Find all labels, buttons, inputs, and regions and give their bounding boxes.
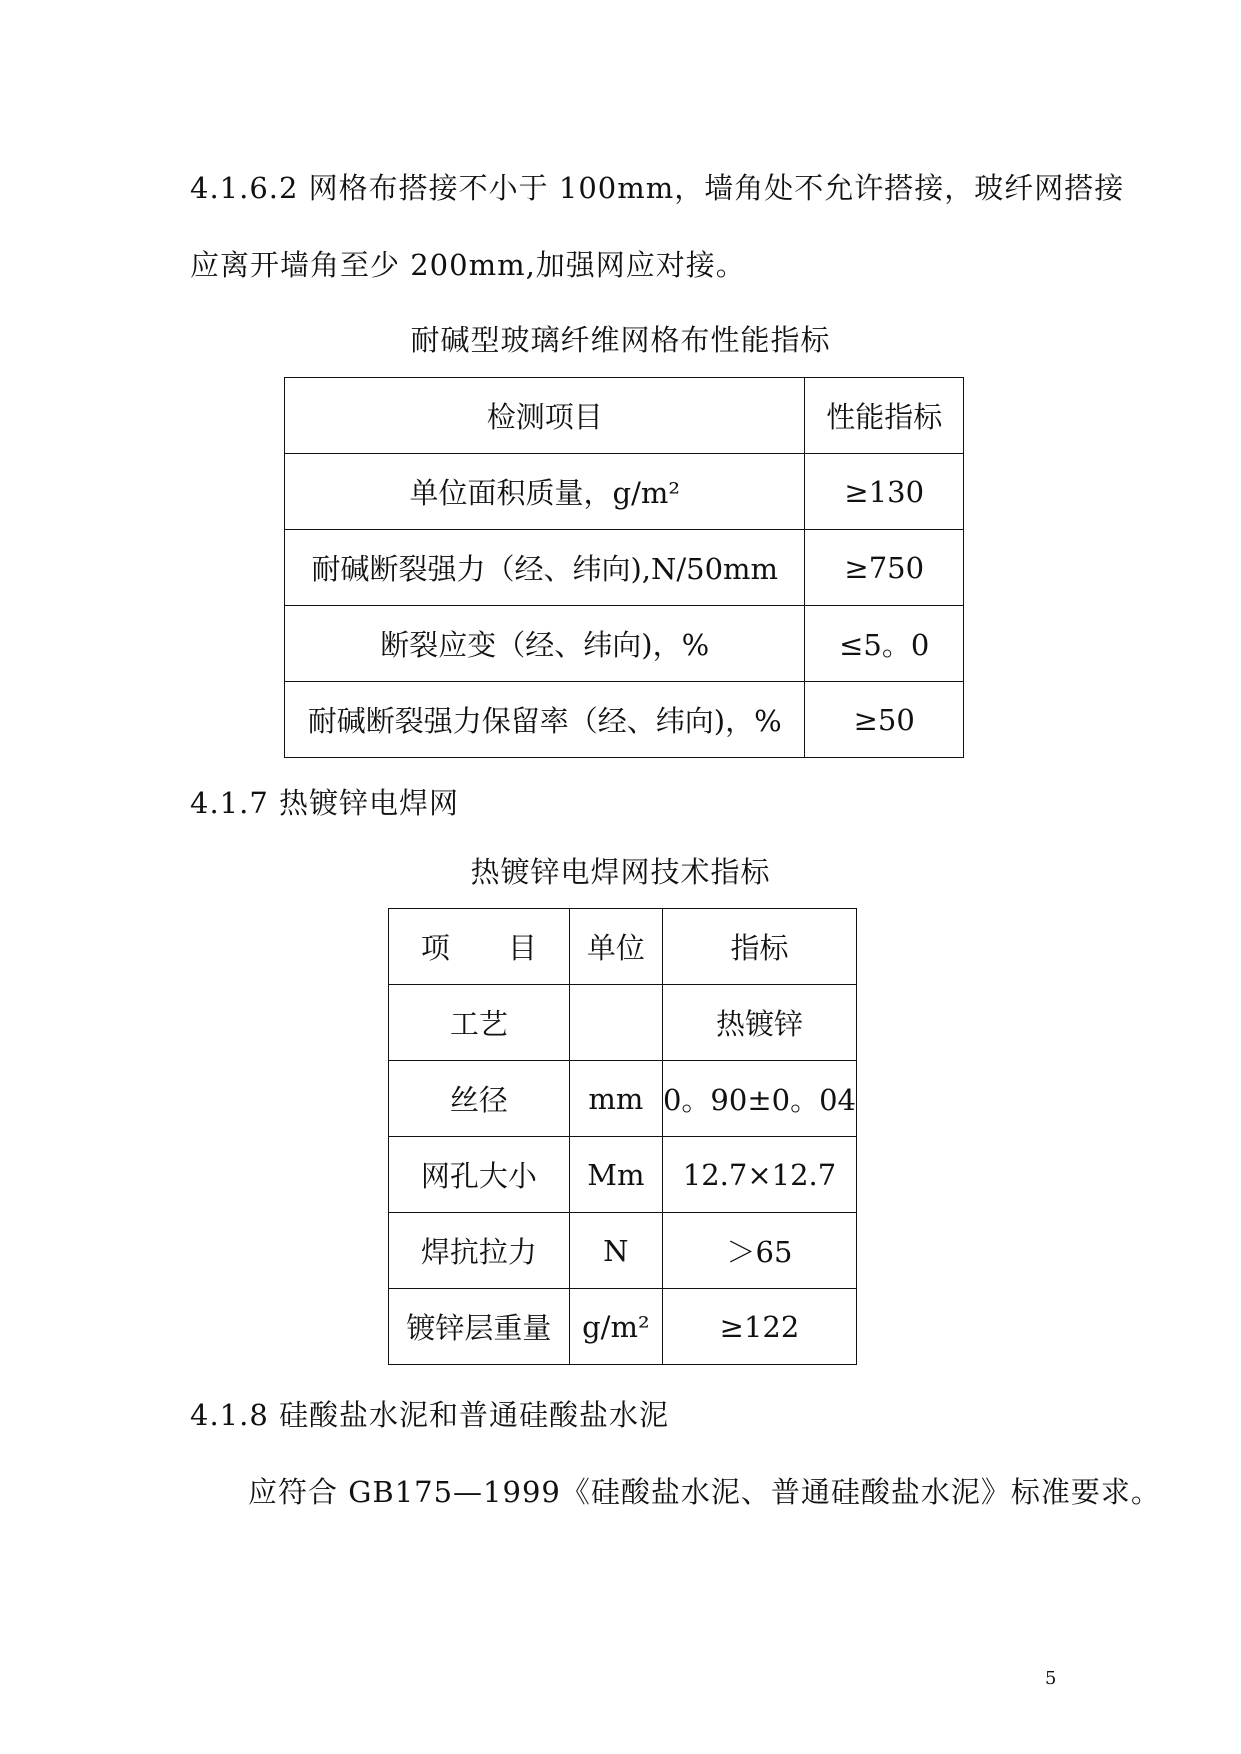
table-cell: 镀锌层重量 [389,1289,570,1365]
table-cell: N [569,1213,662,1289]
table-cell: ≥50 [805,682,964,758]
table-row [389,985,857,1061]
paragraph-line: 4.1.6.2 网格布搭接不小于 100mm，墙角处不允许搭接，玻纤网搭接 [190,171,1125,205]
table-cell: ≥122 [662,1289,856,1365]
table-cell: 焊抗拉力 [389,1213,570,1289]
table-cell: 工艺 [389,985,570,1061]
table-cell: Mm [569,1137,662,1213]
spec-table [388,908,857,1365]
header-cell: 单位 [569,909,662,985]
table-row [285,530,964,606]
table-cell: 断裂应变（经、纬向)，% [285,606,805,682]
paragraph-line: 应符合 GB175—1999《硅酸盐水泥、普通硅酸盐水泥》标准要求。 [248,1475,1161,1509]
table-cell: 网孔大小 [389,1137,570,1213]
header-cell: 指标 [662,909,856,985]
table-row [285,454,964,530]
table-cell: 0。90±0。04 [662,1061,856,1137]
performance-table [284,377,964,758]
section-heading: 4.1.8 硅酸盐水泥和普通硅酸盐水泥 [190,1398,670,1432]
table-header-row [389,909,857,985]
table-cell: 耐碱断裂强力（经、纬向),N/50mm [285,530,805,606]
header-cell: 检测项目 [285,378,805,454]
table-cell: g/m² [569,1289,662,1365]
table-cell: 丝径 [389,1061,570,1137]
table-row [389,1061,857,1137]
table-title: 热镀锌电焊网技术指标 [470,855,771,889]
table-cell: 热镀锌 [662,985,856,1061]
table-cell [569,985,662,1061]
table-header-row [285,378,964,454]
table-cell: 单位面积质量，g/m² [285,454,805,530]
table-title: 耐碱型玻璃纤维网格布性能指标 [410,323,831,357]
table-row [389,1137,857,1213]
page-number: 5 [1045,1668,1057,1689]
table-cell: 耐碱断裂强力保留率（经、纬向)，% [285,682,805,758]
table-row [285,606,964,682]
table-cell: ≥750 [805,530,964,606]
table-row [389,1289,857,1365]
table-row [285,682,964,758]
paragraph-line: 应离开墙角至少 200mm,加强网应对接。 [190,248,746,282]
table-cell: ＞65 [662,1213,856,1289]
table-cell: 12.7×12.7 [662,1137,856,1213]
header-cell: 项 目 [389,909,570,985]
table-row [389,1213,857,1289]
table-cell: ≤5。0 [805,606,964,682]
table-cell: mm [569,1061,662,1137]
table-cell: ≥130 [805,454,964,530]
section-heading: 4.1.7 热镀锌电焊网 [190,786,460,820]
header-cell: 性能指标 [805,378,964,454]
